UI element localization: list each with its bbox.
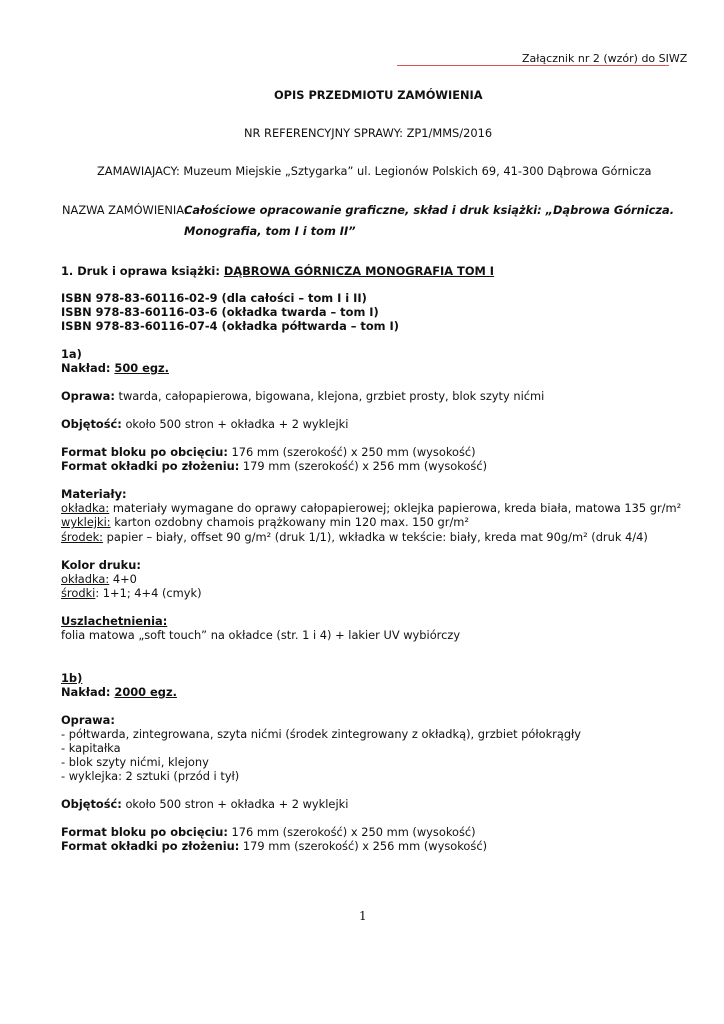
section-1-heading [61, 264, 494, 278]
oprawa-list-item: - półtwarda, zintegrowana, szyta nićmi (środek zintegrowany z okładką), grzbiet półokrągły [61, 727, 582, 741]
order-name-line1: Całościowe opracowanie graficzne, skład i druk książki: „Dąbrowa Górnicza. [184, 203, 675, 217]
client-line: ZAMAWIAJACY: Muzeum Miejskie „Sztygarka” ul. Legionów Polskich 69, 41-300 Dąbrowa Górnicza [97, 164, 652, 178]
oprawa-label: Oprawa: [61, 389, 115, 403]
oprawa-list-item: - blok szyty nićmi, klejony [61, 755, 209, 769]
section-1-prefix: 1. Druk i oprawa książki: [61, 264, 224, 278]
uszlachetnienia-label: Uszlachetnienia: [61, 614, 168, 628]
part-b-id: 1b) [61, 671, 83, 685]
document-title: OPIS PRZEDMIOTU ZAMÓWIENIA [274, 88, 483, 102]
part-a-format-okladki [61, 459, 487, 473]
order-name-label: NAZWA ZAMÓWIENIA: [62, 203, 188, 217]
format-bloku-label: Format bloku po obcięciu: [61, 825, 228, 839]
material-okladka-value: materiały wymagane do oprawy całopapierowej; oklejka papierowa, kreda biała, matowa 135 gr/m² [109, 501, 682, 515]
format-bloku-value: 176 mm (szerokość) x 250 mm (wysokość) [227, 445, 476, 459]
kolor-okladka-label: okładka: [61, 572, 110, 586]
part-a-id: 1a) [61, 347, 82, 361]
material-srodek-label: środek: [61, 530, 104, 544]
format-bloku-value: 176 mm (szerokość) x 250 mm (wysokość) [227, 825, 476, 839]
kolor-okladka-value: 4+0 [109, 572, 137, 586]
format-okladki-value: 179 mm (szerokość) x 256 mm (wysokość) [239, 839, 488, 853]
naklad-value: 500 egz. [114, 361, 169, 375]
objetosc-label: Objętość: [61, 417, 122, 431]
naklad-label: Nakład: [61, 685, 115, 699]
format-okladki-label: Format okładki po złożeniu: [61, 839, 240, 853]
isbn-line: ISBN 978-83-60116-02-9 (dla całości – tom I i II) [61, 291, 367, 305]
objetosc-value: około 500 stron + okładka + 2 wyklejki [121, 417, 349, 431]
kolor-druku-label: Kolor druku: [61, 558, 141, 572]
part-b-oprawa-label: Oprawa: [61, 713, 115, 727]
oprawa-value: twarda, całopapierowa, bigowana, klejona, grzbiet prosty, blok szyty nićmi [114, 389, 545, 403]
part-a-oprawa [61, 389, 544, 403]
material-srodek-value: papier – biały, offset 90 g/m² (druk 1/1), wkładka w tekście: biały, kreda mat 90g/m² (druk 4/4) [103, 530, 648, 544]
objetosc-label: Objętość: [61, 797, 122, 811]
header-rule [397, 65, 669, 66]
format-okladki-label: Format okładki po złożeniu: [61, 459, 240, 473]
reference-number: NR REFERENCYJNY SPRAWY: ZP1/MMS/2016 [244, 126, 493, 140]
isbn-line: ISBN 978-83-60116-07-4 (okładka półtwarda – tom I) [61, 319, 399, 333]
naklad-label: Nakład: [61, 361, 115, 375]
material-okladka [61, 501, 681, 515]
part-b-format-bloku [61, 825, 476, 839]
isbn-line: ISBN 978-83-60116-03-6 (okładka twarda – tom I) [61, 305, 379, 319]
part-b-naklad [61, 685, 177, 699]
part-b-objetosc [61, 797, 348, 811]
part-a-naklad [61, 361, 169, 375]
kolor-okladka [61, 572, 137, 586]
format-bloku-label: Format bloku po obcięciu: [61, 445, 228, 459]
kolor-srodki-value: : 1+1; 4+4 (cmyk) [95, 586, 202, 600]
kolor-srodki [61, 586, 202, 600]
oprawa-list-item: - wyklejka: 2 sztuki (przód i tył) [61, 769, 240, 783]
material-wyklejki [61, 515, 469, 529]
oprawa-list-item: - kapitałka [61, 741, 121, 755]
kolor-srodki-label: środki [61, 586, 96, 600]
objetosc-value: około 500 stron + okładka + 2 wyklejki [121, 797, 349, 811]
material-wyklejki-value: karton ozdobny chamois prążkowany min 120 max. 150 gr/m² [110, 515, 469, 529]
section-1-book-title: DĄBROWA GÓRNICZA MONOGRAFIA TOM I [223, 264, 495, 278]
annex-label: Załącznik nr 2 (wzór) do SIWZ [522, 52, 688, 65]
part-a-format-bloku [61, 445, 476, 459]
format-okladki-value: 179 mm (szerokość) x 256 mm (wysokość) [239, 459, 488, 473]
part-b-format-okladki [61, 839, 487, 853]
material-srodek [61, 530, 648, 544]
materialy-label: Materiały: [61, 487, 127, 501]
page-number: 1 [359, 909, 367, 923]
uszlachetnienia-value: folia matowa „soft touch” na okładce (str. 1 i 4) + lakier UV wybiórczy [61, 628, 461, 642]
order-name-line2: Monografia, tom I i tom II” [184, 224, 356, 238]
material-okladka-label: okładka: [61, 501, 110, 515]
part-a-objetosc [61, 417, 348, 431]
material-wyklejki-label: wyklejki: [61, 515, 111, 529]
naklad-value: 2000 egz. [114, 685, 177, 699]
